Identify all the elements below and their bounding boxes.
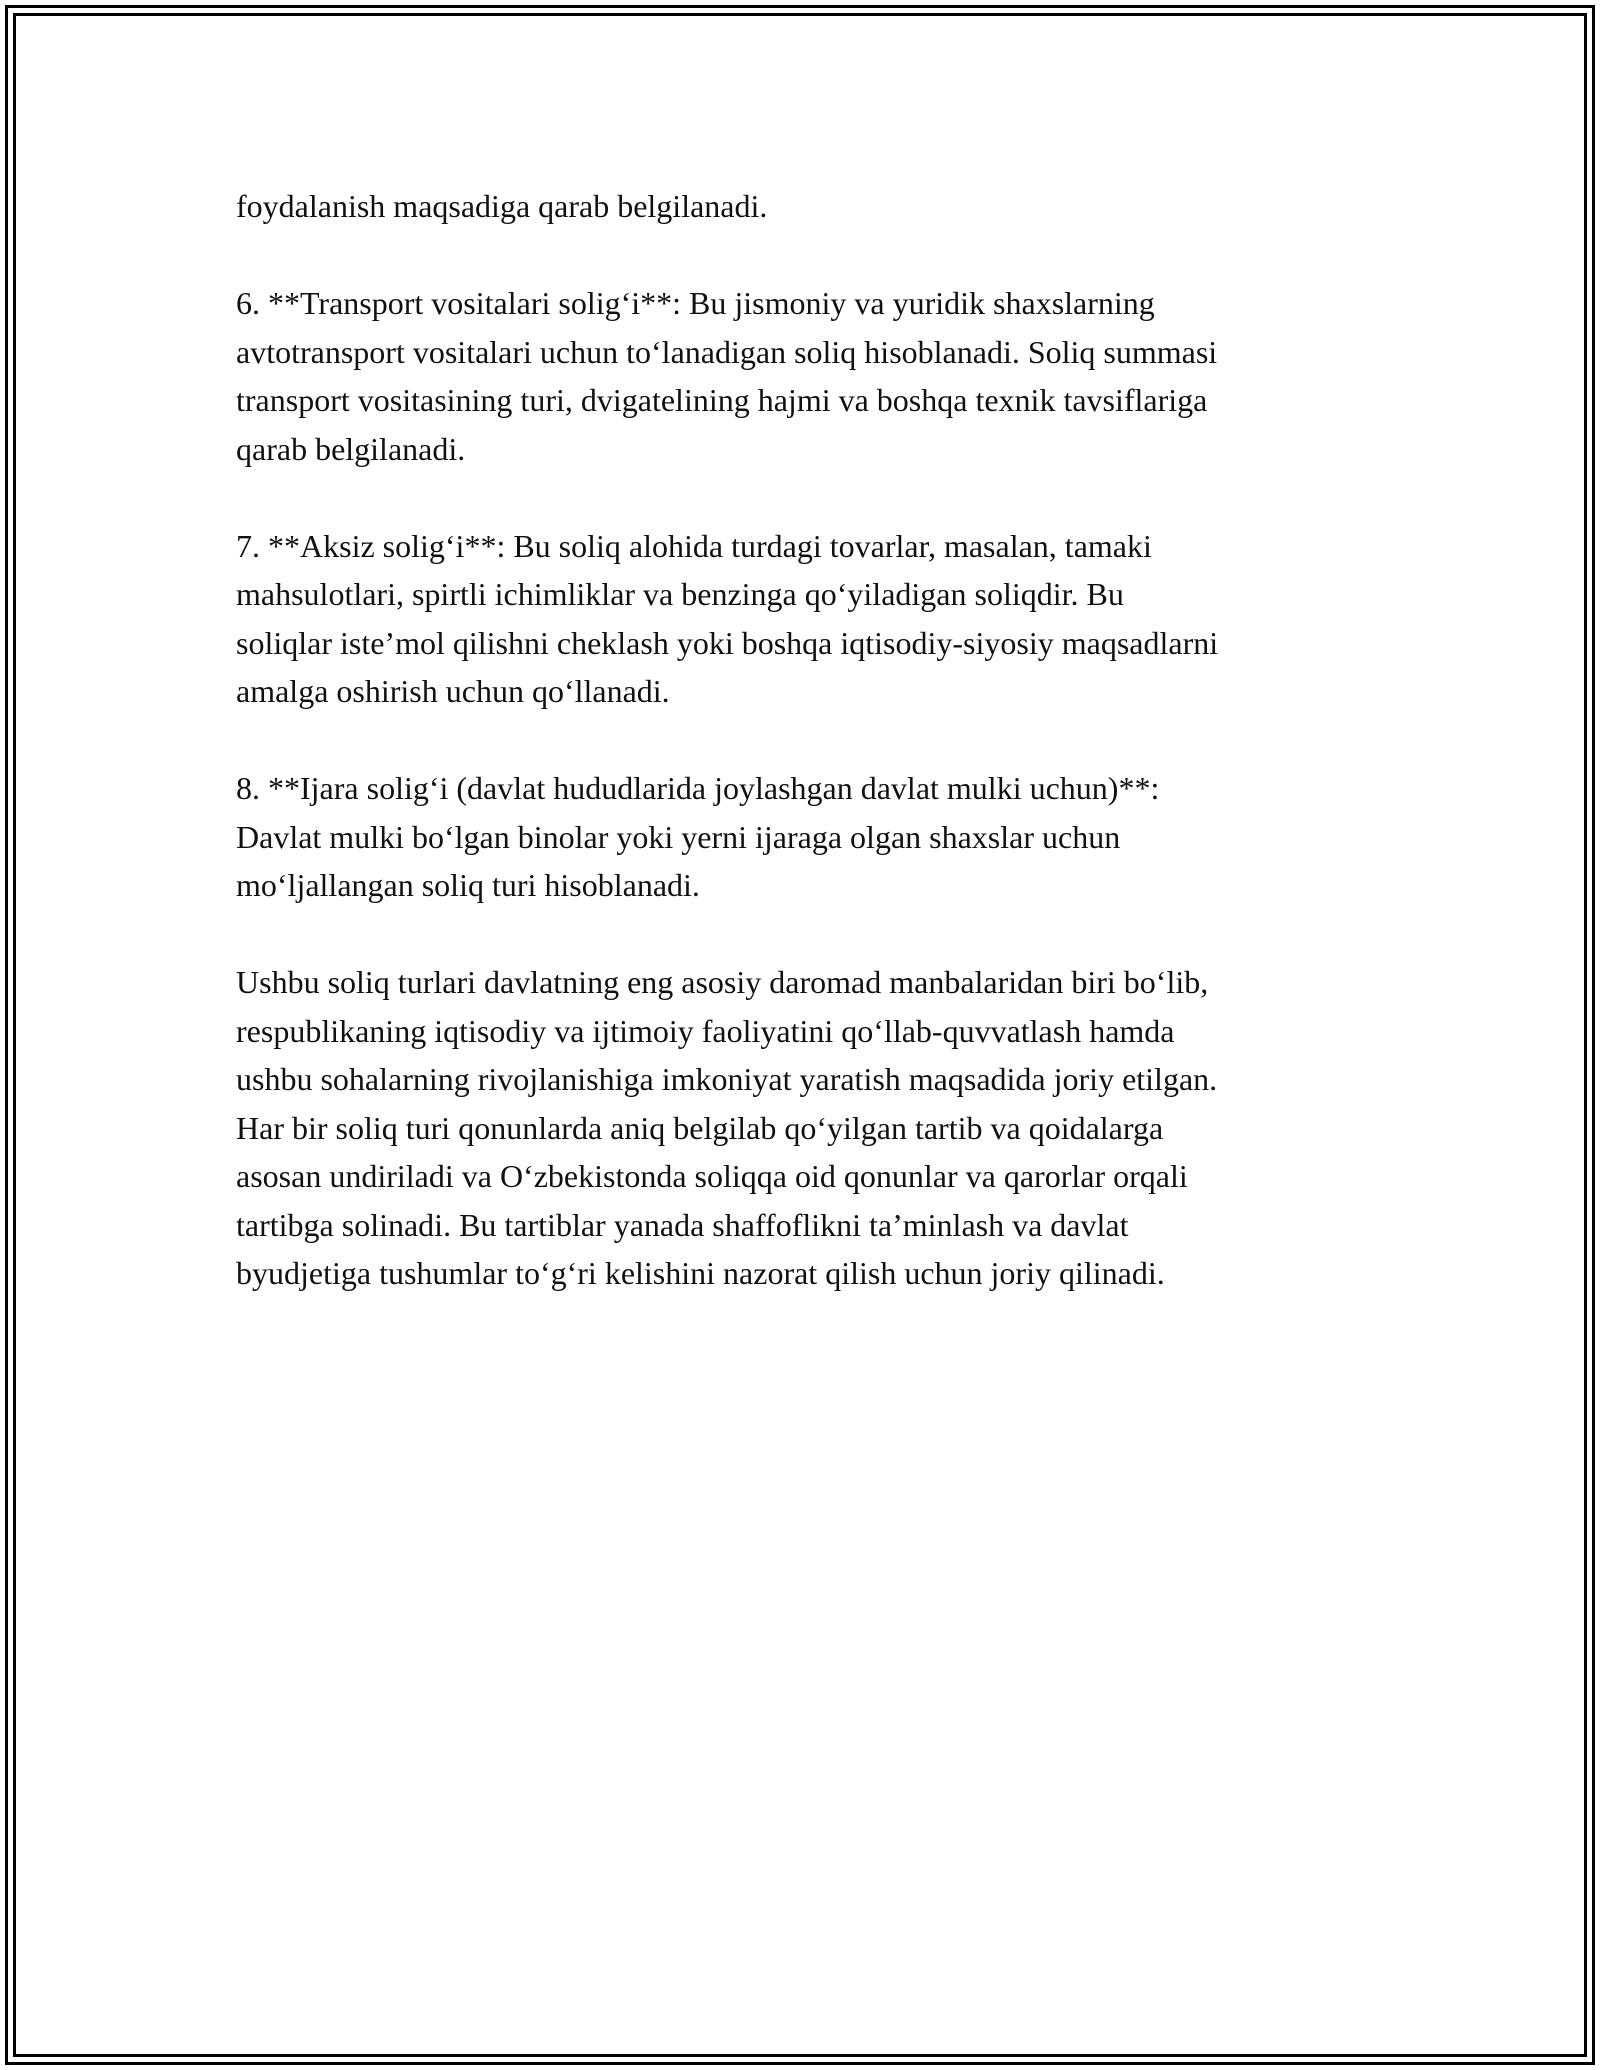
paragraph-conclusion: Ushbu soliq turlari davlatning eng asosiy daromad manbalaridan biri bo‘lib, respublikaning iqtisodiy va ijtimoiy faoliyatini qo‘llab-quvvatlash hamda ushbu sohalarning rivojlanishiga imkoniyat yaratish maqsadida joriy etilgan. Har bir soliq turi qonunlarda aniq belgilab qo‘yilgan tartib va qoidalarga asosan undiriladi va O‘zbekistonda soliqqa oid qonunlar va qarorlar orqali tartibga solinadi. Bu tartiblar yanada shaffoflikni ta’minlash va davlat byudjetiga tushumlar to‘g‘ri kelishini nazorat qilish uchun joriy qilinadi. — [236, 964, 1218, 1291]
paragraph-excise-tax: 7. **Aksiz solig‘i**: Bu soliq alohida turdagi tovarlar, masalan, tamaki mahsulotlari, spirtli ichimliklar va benzinga qo‘yiladigan soliqdir. Bu soliqlar iste’mol qilishni cheklash yoki boshqa iqtisodiy-siyosiy maqsadlarni amalga oshirish uchun qo‘llanadi. — [236, 527, 1219, 709]
document-body — [236, 182, 1376, 1346]
paragraph-continuation: foydalanish maqsadiga qarab belgilanadi. — [236, 188, 768, 224]
paragraph-rent-tax: 8. **Ijara solig‘i (davlat hududlarida joylashgan davlat mulki uchun)**: Davlat mulki bo‘lgan binolar yoki yerni ijaraga olgan shaxslar uchun mo‘ljallangan soliq turi hisoblanadi. — [236, 770, 1160, 903]
paragraph-transport-tax: 6. **Transport vositalari solig‘i**: Bu jismoniy va yuridik shaxslarning avtotransport vositalari uchun to‘lanadigan soliq hisoblanadi. Soliq summasi transport vositasining turi, dvigatelining hajmi va boshqa texnik tavsiflariga qarab belgilanadi. — [236, 285, 1218, 467]
